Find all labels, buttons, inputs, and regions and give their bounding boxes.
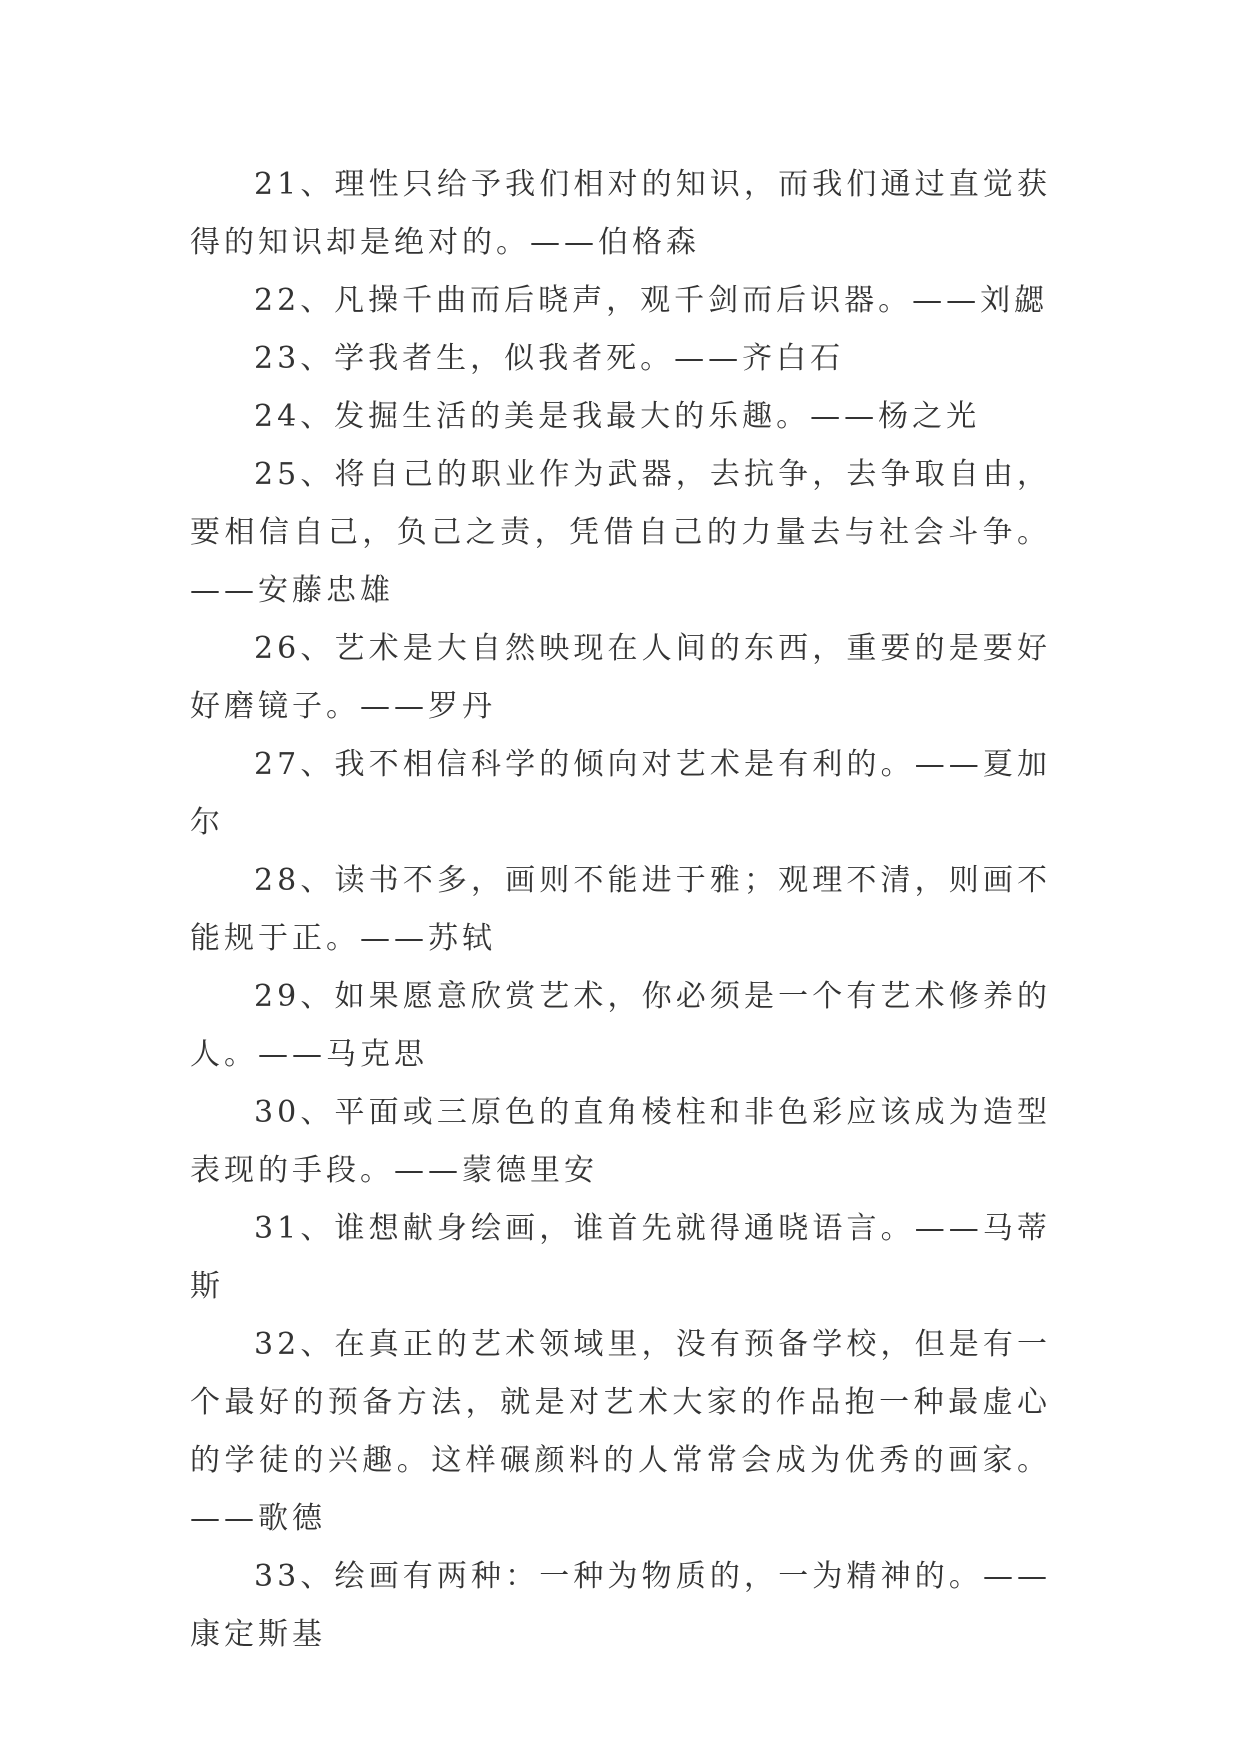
quote-text: 、绘画有两种：一种为物质的，一为精神的。——康定斯基 [190, 1559, 1051, 1652]
quote-29 [190, 968, 1051, 1084]
quote-text: 、凡操千曲而后晓声，观千剑而后识器。——刘勰 [300, 283, 1049, 318]
quote-number: 26 [254, 631, 301, 666]
quote-text: 、如果愿意欣赏艺术，你必须是一个有艺术修养的人。——马克思 [190, 979, 1051, 1072]
quote-28 [190, 852, 1051, 968]
quote-33 [190, 1548, 1051, 1664]
quote-number: 27 [254, 747, 301, 782]
quote-22 [190, 272, 1051, 330]
quote-text: 、发掘生活的美是我最大的乐趣。——杨之光 [300, 399, 981, 434]
quote-30 [190, 1084, 1051, 1200]
quote-text: 、将自己的职业作为武器，去抗争，去争取自由，要相信自己，负己之责，凭借自己的力量去与社会斗争。——安藤忠雄 [190, 457, 1051, 608]
quote-number: 23 [254, 341, 301, 376]
quote-32 [190, 1316, 1051, 1548]
quote-number: 32 [254, 1327, 301, 1362]
quote-number: 31 [254, 1211, 301, 1246]
quote-21 [190, 156, 1051, 272]
quote-number: 33 [254, 1559, 301, 1594]
quote-24 [190, 388, 1051, 446]
quote-number: 25 [254, 457, 301, 492]
quote-number: 29 [254, 979, 301, 1014]
quote-text: 、平面或三原色的直角棱柱和非色彩应该成为造型表现的手段。——蒙德里安 [190, 1095, 1051, 1188]
quote-text: 、读书不多，画则不能进于雅；观理不清，则画不能规于正。——苏轼 [190, 863, 1051, 956]
quote-31 [190, 1200, 1051, 1316]
quote-list [190, 156, 1051, 1664]
quote-number: 24 [254, 399, 301, 434]
quote-text: 、学我者生，似我者死。——齐白石 [300, 341, 845, 376]
quote-27 [190, 736, 1051, 852]
quote-number: 22 [254, 283, 301, 318]
quote-25 [190, 446, 1051, 620]
quote-number: 30 [254, 1095, 301, 1130]
quote-text: 、我不相信科学的倾向对艺术是有利的。——夏加尔 [190, 747, 1051, 840]
quote-number: 28 [254, 863, 301, 898]
quote-number: 21 [254, 167, 301, 202]
quote-23 [190, 330, 1051, 388]
quote-text: 、在真正的艺术领域里，没有预备学校，但是有一个最好的预备方法，就是对艺术大家的作品抱一种最虚心的学徒的兴趣。这样碾颜料的人常常会成为优秀的画家。——歌德 [190, 1327, 1051, 1536]
quote-26 [190, 620, 1051, 736]
quote-text: 、艺术是大自然映现在人间的东西，重要的是要好好磨镜子。——罗丹 [190, 631, 1051, 724]
quote-text: 、谁想献身绘画，谁首先就得通晓语言。——马蒂斯 [190, 1211, 1051, 1304]
quote-text: 、理性只给予我们相对的知识，而我们通过直觉获得的知识却是绝对的。——伯格森 [190, 167, 1051, 260]
